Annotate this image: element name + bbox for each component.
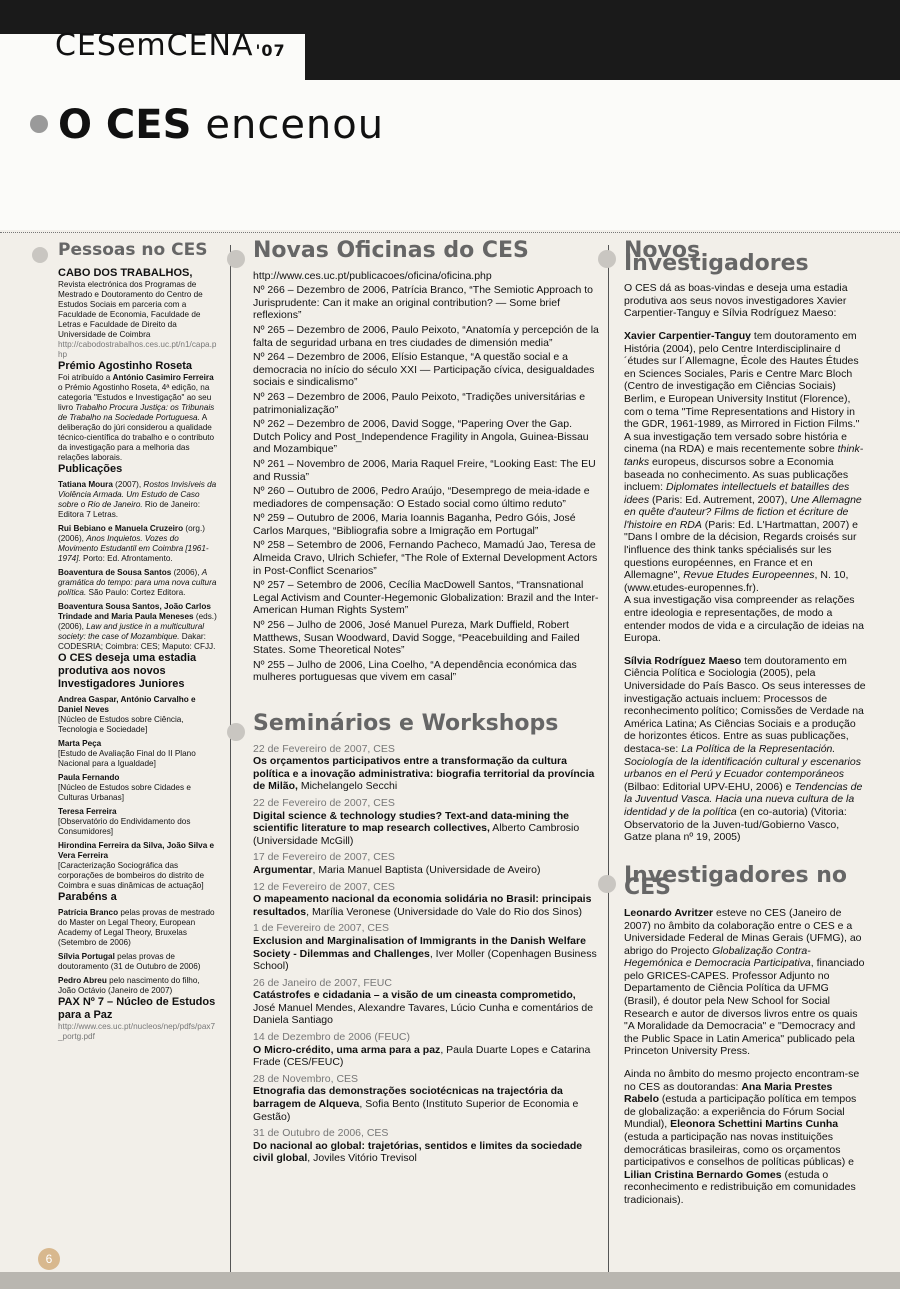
- section-bullet-icon: [32, 247, 48, 263]
- list-item: Nº 255 – Julho de 2006, Lina Coelho, “A dependência económica das mulheres portuguesas que vivem em casal”: [253, 658, 577, 684]
- publicacoes-block: [58, 463, 218, 652]
- list-item: 22 de Fevereiro de 2007, CES Os orçamentos participativos entre a transformação da cultura política e a inovação administrativa: biografia territorial da província de Milão, Michelangelo Secchi: [253, 742, 595, 793]
- cabo-block: [58, 267, 218, 360]
- list-item: Nº 256 – Julho de 2006, José Manuel Pureza, Mark Duffield, Robert Matthews, Susan Woodward, David Sogge, “Peacebuilding and Failed States. Some Theoretical Notes”: [253, 619, 580, 657]
- silvia-bio: Sílvia Rodríguez Maeso tem doutoramento em Ciência Política e Sociologia (2005), pela Universidade do País Basco. Os seus interesses de investigação actuais incluem: Processos de reconhecimento político; Comissões de Verdade na América Latina; As Ciências Sociais e a produção de horizontes éticos. Entre as suas publicações, destaca-se: La Política de la Representación. Sociología de la identificación cultural y escenarios urbanos en el Perú y Ecuador contemporáneos (Bilbao: Editorial UPV-EHU, 2006) e Tendencias de la Juventud Vasca. Hacia una nueva cultura de la identidad y de la política (en co-autoria) (Vitoria: Observatorio de la Juven-tud/Gobierno Vasco, Gatze plana nº 19, 2005): [624, 654, 866, 844]
- pax-block: [58, 996, 218, 1042]
- list-item: Nº 266 – Dezembro de 2006, Patrícia Branco, “The Semiotic Approach to Jurisprudente: Can it make an original contribution? — Some brief reflexions”: [253, 284, 594, 322]
- list-item: Nº 265 – Dezembro de 2006, Paulo Peixoto, “Anatomía y percepción de la falta de seguridad urbana en tres ciudades de dimensión media”: [253, 323, 599, 349]
- cabo-text: Revista electrónica dos Programas de Mestrado e Doutoramento do Centro de Estudos Sociais em parceria com a Faculdade de Economia, Faculdade de Letras e Faculdade de Direito da Universidade de Coimbra: [58, 280, 203, 339]
- list-item: Boaventura Sousa Santos, João Carlos Trindade and Maria Paula Meneses (eds.) (2006), Law and justice in a multicultural society: the case of Mozambique. Dakar: CODESRIA; Coimbra: CES; Maputo: CFJJ.: [58, 602, 217, 651]
- premio-text: Foi atribuído a António Casimiro Ferreira o Prémio Agostinho Roseta, 4ª edição, na categoria "Estudos e Investigação" ao seu livro Trabalho Procura Justiça: os Tribunais de Trabalho na Sociedade Portuguesa. A deliberação do júri considerou a qualidade técnico-científica do trabalho e o contributo da investigação para a melhoria das relações laborais.: [58, 373, 215, 462]
- list-item: 26 de Janeiro de 2007, FEUC Catástrofes e cidadania – a visão de um cineasta comprometido, José Manuel Mendes, Alexandre Tavares, Lúcio Cunha e comentários de Daniela Santiago: [253, 976, 594, 1027]
- section-bullet-icon: [598, 875, 616, 893]
- section-bullet-icon: [227, 250, 245, 268]
- list-item: Nº 257 – Setembro de 2006, Cecília MacDowell Santos, “Transnational Legal Activism and Counter-Hegemonic Globalization: Brazil and the Inter-American Human Rights System”: [253, 579, 599, 617]
- premio-block: [58, 360, 218, 463]
- dotted-divider: [0, 232, 900, 233]
- list-item: Nº 262 – Dezembro de 2006, David Sogge, “Papering Over the Gap. Dutch Policy and Post_Independence Fragility in Angola, Guinea-Bissau and Mozambique”: [253, 418, 589, 456]
- list-item: Patrícia Branco pelas provas de mestrado do Master on Legal Theory, European Academy of Legal Theory, Bruxelas (Setembro de 2006): [58, 908, 215, 947]
- xavier-bio: Xavier Carpentier-Tanguy tem doutoramento em História (2004), pelo Centre Interdisciplinaire d´études sur l´Allemagne, École des Hautes Études en Sciences Sociales, Paris e Centre Marc Bloch (Centro de investigação em Ciências Sociais) Berlim, e European University Institut (Florence), com o tema "Time Representations and History in the GDR, 1961-1989, as Mirrored in Fiction Films." A sua investigação tem versado sobre história e cinema (na RDA) e mais recentemente sobre think-tanks europeus, discursos sobre a Economia baseada no conhecimento. As suas publicações incluem: Diplomates intellectuels et batailles des idees (Paris: Ed. Autrement, 2007), Une Allemagne en quête d'auteur? Films de fiction et écriture de l'histoire en RDA (Paris: Ed. L'Hartmattan, 2007) e "Dans l ombre de la décision, Regards croisés sur l'influence des think tanks spécialisés sur les questions européennes, en France et en Allemagne", Revue Etudes Europeennes, N. 10, (www.etudes-europennes.fr).: [624, 329, 864, 594]
- pax-title: PAX Nº 7 – Núcleo de Estudos para a Paz: [58, 996, 216, 1021]
- middle-column: [253, 238, 599, 1165]
- list-item: 12 de Fevereiro de 2007, CES O mapeamento nacional da economia solidária no Brasil: principais resultados, Marília Veronese (Universidade do Vale do Rio dos Sinos): [253, 880, 592, 918]
- brand-logo: CESemCENA $^{'07}$: [55, 28, 286, 63]
- pax-url-link[interactable]: http://www.ces.uc.pt/nucleos/nep/pdfs/pax7_portg.pdf: [58, 1022, 216, 1041]
- list-item: Rui Bebiano e Manuela Cruzeiro (org.) (2006), Anos Inquietos. Vozes do Movimento Estudantil em Coimbra [1961-1974]. Porto: Ed. Afrontamento.: [58, 524, 209, 563]
- novos-intro: O CES dá as boas-vindas e deseja uma estadia produtiva aos seus novos investigadores Xavier Carpentier-Tanguy e Sílvia Rodríguez Maeso:: [624, 282, 848, 320]
- list-item: 31 de Outubro de 2006, CES Do nacional ao global: trajetórias, sentidos e limites da sociedade civil global, Joviles Vitório Trevisol: [253, 1127, 583, 1165]
- cabo-url-link[interactable]: http://cabodostrabalhos.ces.uc.pt/n1/capa.php: [58, 340, 217, 359]
- right-column: [624, 238, 866, 1207]
- premio-title: Prémio Agostinho Roseta: [58, 360, 193, 372]
- list-item: Tatiana Moura (2007), Rostos Invisíveis da Violência Armada. Um Estudo de Caso sobre o Rio de Janeiro. Rio de Janeiro: Editora 7 Letras.: [58, 480, 217, 519]
- leonardo-bio: Leonardo Avritzer esteve no CES (Janeiro de 2007) no âmbito da colaboração entre o CES e a Universidade Federal de Minas Gerais (UFMG), ao abrigo do Projecto Globalização Contra-Hegemónica e Democracia Participativa, financiado pelo GRICES-CAPES. Professor Adjunto no Departamento de Ciência Política da UFMG (Brasil), é doutor pela New School for Social Research e autor de diversos livros entre os quais "A Moralidade da Democracia" e "Democracy and the Public Space in Latin America" publicado pela Princeton University Press.: [624, 906, 865, 1058]
- section-heading-seminarios: Seminários e Workshops: [253, 718, 599, 731]
- section-heading-oficinas: Novas Oficinas do CES: [253, 245, 599, 258]
- section-heading-novos-investigadores: Novos Investigadores: [624, 245, 866, 270]
- list-item: Nº 259 – Outubro de 2006, Maria Ioannis Baganha, Pedro Góis, José Carlos Marques, “Bibliografia sobre a Imigração em Portugal”: [253, 512, 576, 537]
- parabens-title: Parabéns a: [58, 891, 117, 903]
- list-item: Pedro Abreu pelo nascimento do filho, João Octávio (Janeiro de 2007): [58, 976, 200, 995]
- juniores-block: [58, 652, 218, 891]
- list-item: Nº 258 – Setembro de 2006, Fernando Pacheco, Mamadú Jao, Teresa de Almeida Cravo, Ulrich Schiefer, “The Role of External Development Actors in Post-Conflict Scenarios”: [253, 539, 598, 577]
- list-item: 28 de Novembro, CES Etnografia das demonstrações sociotécnicas na trajectória da barragem de Alqueva, Sofia Bento (Instituto Superior de Economia e Gestão): [253, 1072, 579, 1123]
- title-bullet-icon: [30, 115, 48, 133]
- cabo-title: CABO DOS TRABALHOS,: [58, 267, 193, 279]
- list-item: 17 de Fevereiro de 2007, CES Argumentar, Maria Manuel Baptista (Universidade de Aveiro): [253, 851, 541, 876]
- parabens-block: [58, 891, 218, 996]
- column-divider-1: [230, 245, 231, 1275]
- doutorandas-text: Ainda no âmbito do mesmo projecto encontram-se no CES as doutorandas: Ana Maria Prestes Rabelo (estuda a participação política em tempos de globalização: a experiência do Fórum Social Mundial), Eleonora Schettini Martins Cunha (estuda a participação nas novas instituições democráticas brasileiras, como os orçamentos participativos e conselhos de políticas públicas) e Lilian Cristina Bernardo Gomes (estuda o reconhecimento e redistribuição em comunidades tradicionais).: [624, 1068, 860, 1206]
- left-column: [58, 240, 218, 1042]
- list-item: Teresa Ferreira [Observatório do Endividamento dos Consumidores]: [58, 807, 191, 836]
- list-item: Nº 260 – Outubro de 2006, Pedro Araújo, “Desemprego de meia-idade e mediadores de compensação: O Estado social como último reduto”: [253, 485, 590, 510]
- list-item: Sílvia Portugal pelas provas de doutoramento (31 de Outubro de 2006): [58, 952, 201, 971]
- section-bullet-icon: [598, 250, 616, 268]
- list-item: Nº 264 – Dezembro de 2006, Elísio Estanque, “A questão social e a democracia no início do século XXI — Participação cívica, desigualdades sociais e sindicalismo”: [253, 351, 595, 389]
- section-heading-investigadores: Investigadores no CES: [624, 870, 866, 895]
- bottom-bar: [0, 1272, 900, 1289]
- list-item: Hirondina Ferreira da Silva, João Silva e Vera Ferreira [Caracterização Sociográfica das corporações de bombeiros do distrito de Coimbra e suas dinâmicas de actuação]: [58, 841, 215, 890]
- xavier-bio-cont: A sua investigação visa compreender as relações entre ideologia e representações, de modo a entender modos de vida e a circulação de ideias na Europa.: [624, 594, 864, 645]
- list-item: Marta Peça [Estudo de Avaliação Final do II Plano Nacional para a Igualdade]: [58, 739, 196, 768]
- list-item: Boaventura de Sousa Santos (2006), A gramática do tempo: para uma nova cultura política. São Paulo: Cortez Editora.: [58, 568, 217, 597]
- section-bullet-icon: [227, 723, 245, 741]
- page-number: 6: [38, 1248, 60, 1270]
- list-item: 22 de Fevereiro de 2007, CES Digital science & technology studies? Text-and data-mining the scientific literature to map research collectives, Alberto Cambrosio (Universidade McGill): [253, 796, 580, 847]
- list-item: Paula Fernando [Núcleo de Estudos sobre Cidades e Culturas Urbanas]: [58, 773, 191, 802]
- list-item: 1 de Fevereiro de 2007, CES Exclusion and Marginalisation of Immigrants in the Danish Welfare Society - Dilemmas and Challenges, Iver Moller (Copenhagen Business School): [253, 922, 597, 973]
- list-item: 14 de Dezembro de 2006 (FEUC) O Micro-crédito, uma arma para a paz, Paula Duarte Lopes e Catarina Frade (CES/FEUC): [253, 1031, 591, 1069]
- list-item: Nº 263 – Dezembro de 2006, Paulo Peixoto, “Tradições universitárias e patrimonialização”: [253, 390, 586, 416]
- section-heading-pessoas: Pessoas no CES: [58, 245, 218, 255]
- list-item: Andrea Gaspar, António Carvalho e Daniel Neves [Núcleo de Estudos sobre Ciência, Tecnologia e Sociedade]: [58, 695, 196, 734]
- publicacoes-title: Publicações: [58, 463, 123, 475]
- column-divider-2: [608, 245, 609, 1275]
- list-item: Nº 261 – Novembro de 2006, Maria Raquel Freire, “Looking East: The EU and Russia”: [253, 457, 596, 483]
- juniores-title: O CES deseja uma estadia produtiva aos novos Investigadores Juniores: [58, 652, 197, 690]
- page-title: O CES encenou: [58, 102, 385, 148]
- oficinas-url-link[interactable]: http://www.ces.uc.pt/publicacoes/oficina/oficina.php: [253, 269, 492, 282]
